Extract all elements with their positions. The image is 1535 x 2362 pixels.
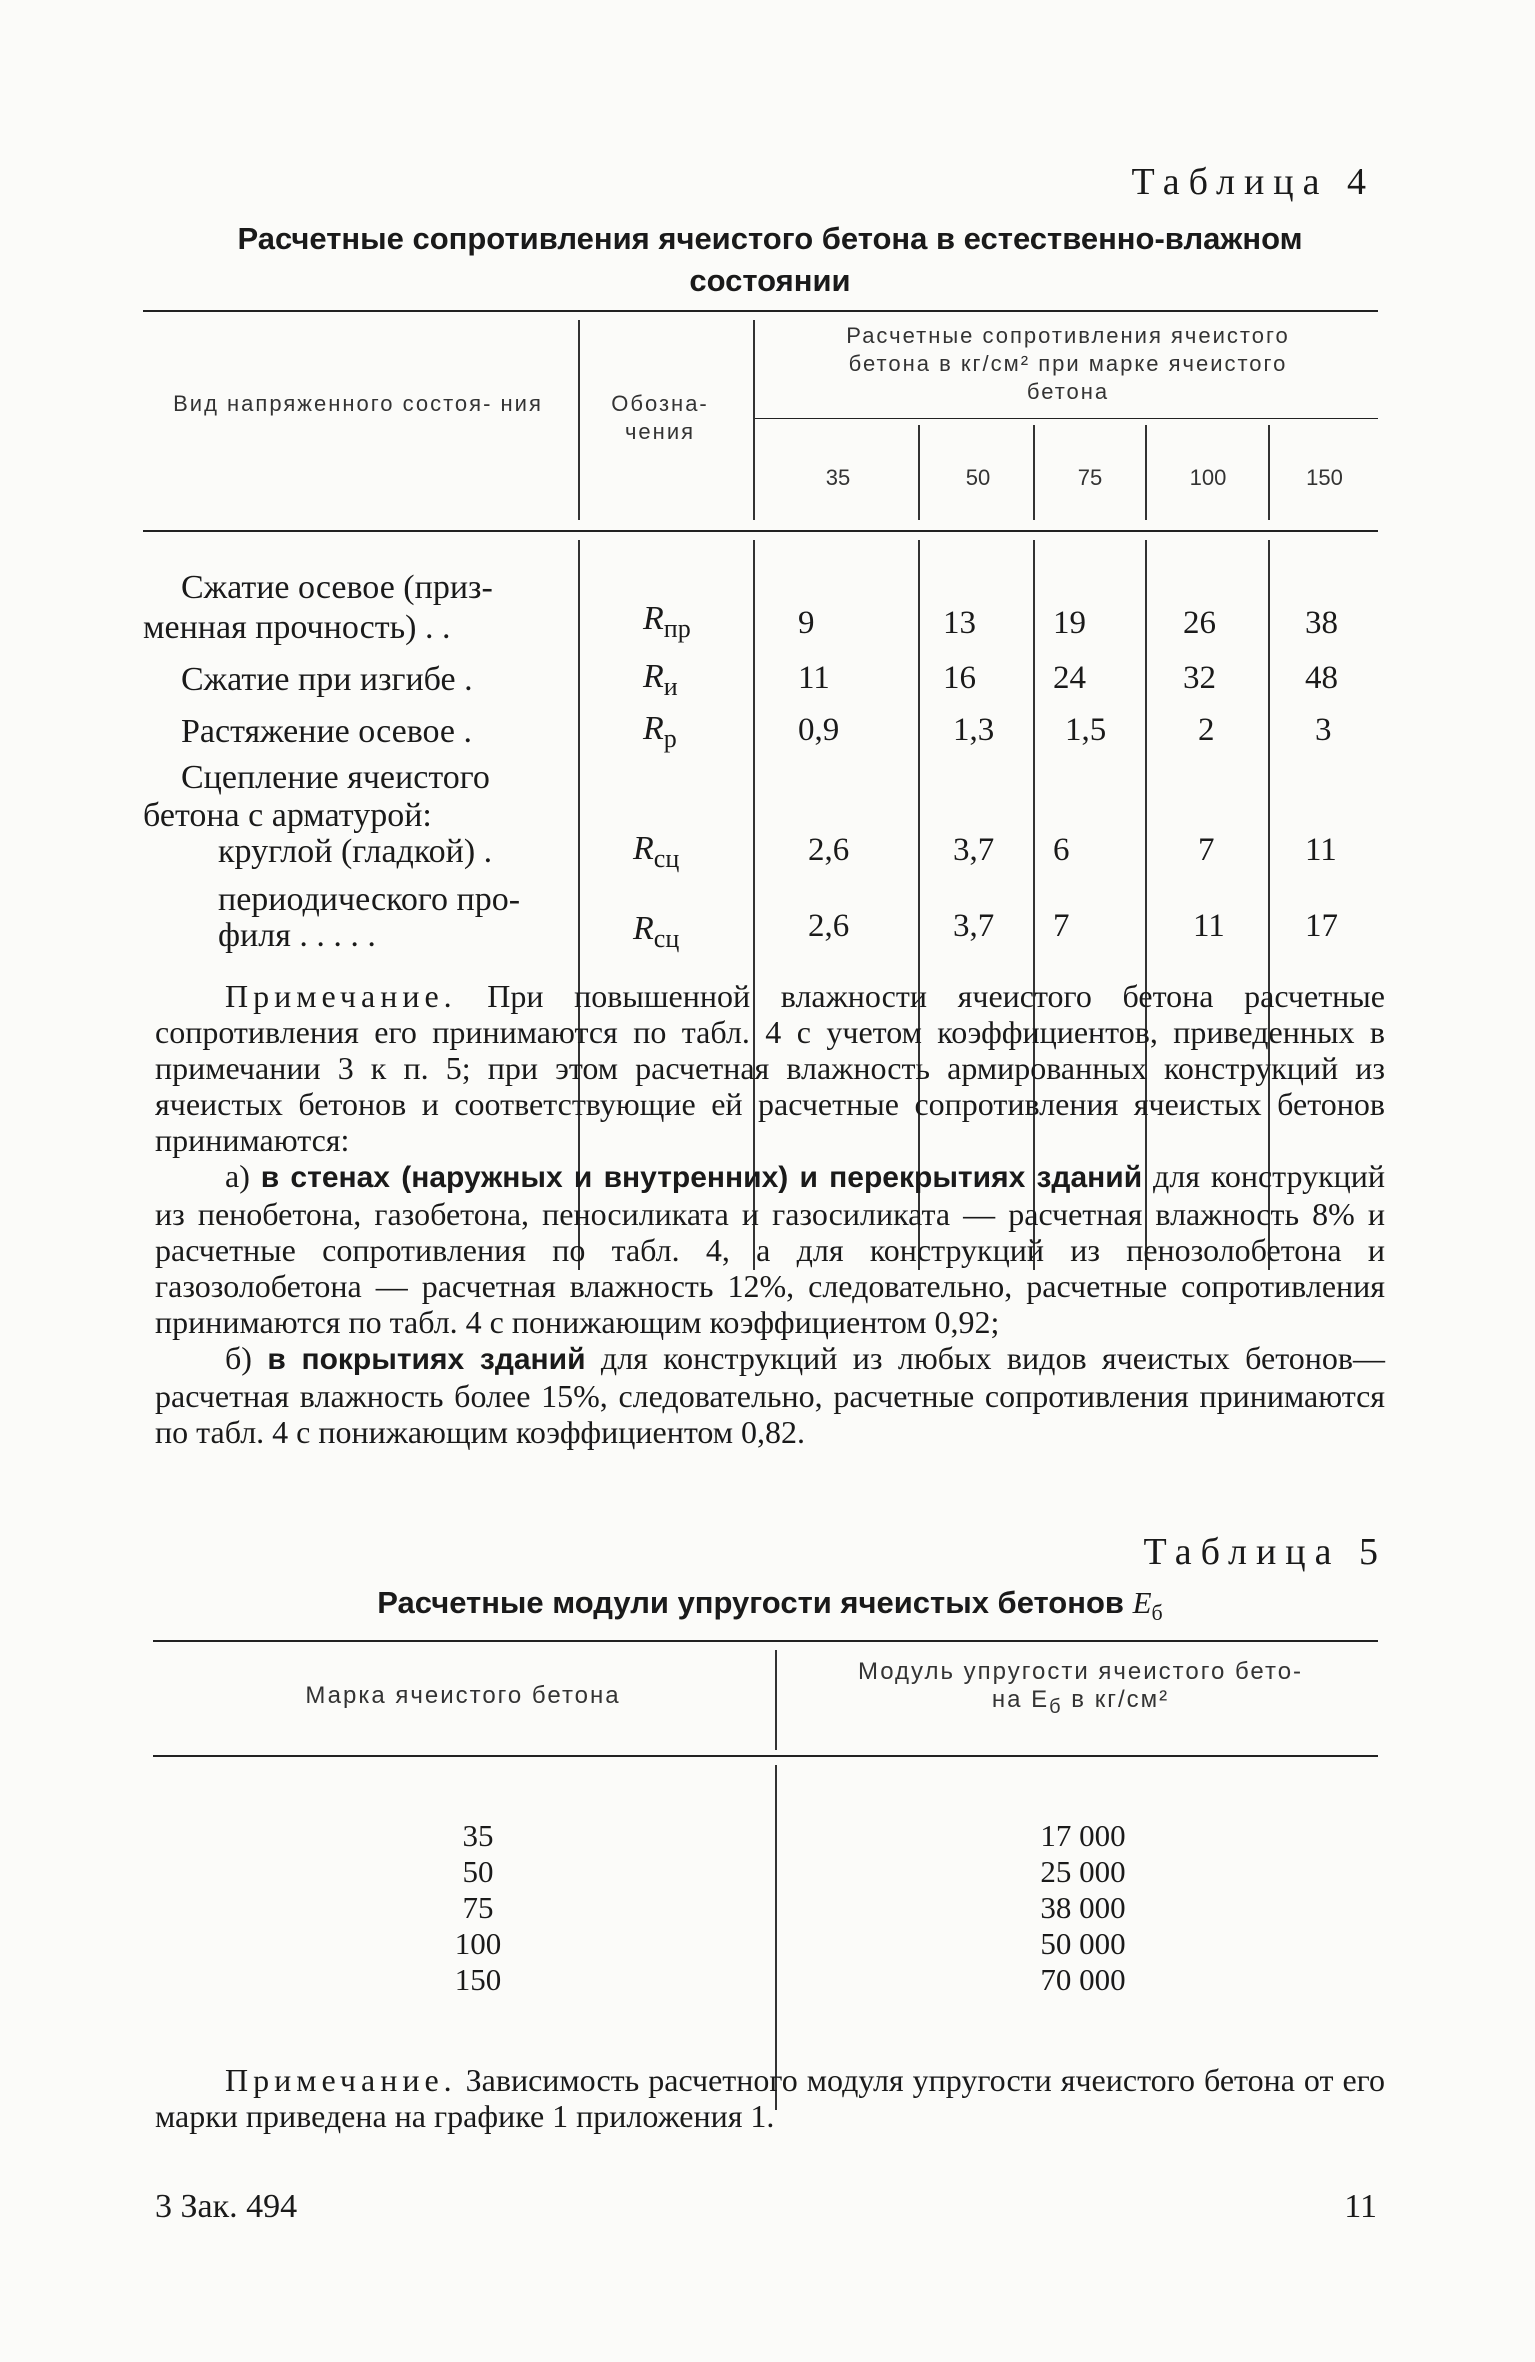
table5-vline xyxy=(775,1765,777,2110)
table4-cell: 7 xyxy=(1198,832,1215,868)
table5-caption-subscript: б xyxy=(1151,1600,1163,1626)
page-number: 11 xyxy=(1344,2188,1377,2225)
note-item-marker: б) xyxy=(225,1340,268,1376)
table5-caption-text: Расчетные модули упругости ячеистых бетонов xyxy=(377,1585,1124,1620)
table4-caption-line2: состоянии xyxy=(689,263,851,298)
table4-label: Таблица 4 xyxy=(1131,161,1375,203)
table4-cell: 11 xyxy=(1305,832,1337,868)
table4-row-label xyxy=(143,608,573,648)
table4-row-label: филя . . . . . xyxy=(218,917,376,954)
table5-header-modulus-symbol: на E xyxy=(991,1686,1050,1713)
note-item-marker: а) xyxy=(225,1158,261,1194)
table5-note xyxy=(155,2062,1385,2134)
note-text: Зависимость расчетного модуля упругости ячеистого бетона от его марки приведена на графике 1 приложения 1. xyxy=(155,2062,1385,2134)
table4-cell: 13 xyxy=(943,605,976,641)
table4-grade-header: 50 xyxy=(965,465,991,490)
table4-caption xyxy=(150,218,1390,302)
table5-header-modulus-unit: в кг/см² xyxy=(1062,1686,1170,1713)
table4-cell: 2,6 xyxy=(808,832,850,868)
table5-header-modulus-line1: Модуль упругости ячеистого бето- xyxy=(857,1658,1304,1685)
table4-grade-header: 100 xyxy=(1189,465,1227,490)
table4-cell: 48 xyxy=(1305,660,1338,696)
designation-symbol: R xyxy=(643,658,664,695)
table4-designation xyxy=(643,658,678,702)
table4-vline xyxy=(1145,425,1147,520)
table5-grade-column xyxy=(403,1818,553,1998)
table5-header-modulus-line2 xyxy=(783,1686,1378,1721)
note-paragraph xyxy=(155,2062,1385,2134)
table4-grade-header: 75 xyxy=(1077,465,1103,490)
designation-symbol: R xyxy=(643,710,664,747)
designation-symbol: R xyxy=(643,600,664,637)
designation-subscript: и xyxy=(663,671,678,701)
designation-symbol: R xyxy=(633,910,654,947)
table4-row-label-line: менная прочность) . . xyxy=(143,609,451,646)
table4-caption-line1: Расчетные сопротивления ячеистого бетона в естественно-влажном xyxy=(237,221,1303,256)
table5-caption xyxy=(150,1582,1390,1634)
table4-header-designation: Обозна- чения xyxy=(611,391,709,444)
note-lead: Примечание. xyxy=(225,2062,457,2098)
table4-designation xyxy=(643,710,677,754)
table4-header-group-line2: бетона в кг/см² при марке ячеистого xyxy=(848,351,1288,376)
designation-symbol: R xyxy=(633,830,654,867)
table4-cell: 11 xyxy=(1193,908,1225,944)
table4-header-stress-type: Вид напряженного состоя- ния xyxy=(173,391,543,416)
note-paragraph xyxy=(155,978,1385,1158)
table4-vline xyxy=(918,425,920,520)
table5-cell: 17 000 xyxy=(1040,1818,1126,1853)
table4-cell: 26 xyxy=(1183,605,1216,641)
table5-header-modulus-subscript: б xyxy=(1049,1695,1063,1718)
table4-row-label: Сцепление ячеистого xyxy=(181,759,490,796)
table5-cell: 50 xyxy=(462,1854,494,1889)
table4-header-rule xyxy=(143,530,1378,532)
table4-cell: 2 xyxy=(1198,712,1215,748)
table4-row-label: периодического про- xyxy=(218,881,521,918)
table4-cell: 0,9 xyxy=(798,712,840,748)
table4-cell: 3,7 xyxy=(953,908,995,944)
table5-header-rule xyxy=(153,1755,1378,1757)
table5-header-modulus xyxy=(783,1658,1378,1721)
table4-row-label xyxy=(181,568,576,608)
table4-header-group-line3: бетона xyxy=(1026,379,1110,404)
note-text: для конструкций из пенобетона, газобетона, пеносиликата и газосиликата — расчетная влажность 8% и расчетные сопротивления по табл. 4, а для конструкций из пенозолобетона и газозолобетона — расчетная влажность 12%, следовательно, расчетные сопротивления принимаются по табл. 4 с понижающим коэффициентом 0,92; xyxy=(155,1158,1386,1340)
table5-cell: 50 000 xyxy=(1040,1926,1126,1961)
table4-row-label: круглой (гладкой) . xyxy=(218,833,493,870)
table4-top-rule xyxy=(143,310,1378,312)
table5-vline xyxy=(775,1650,777,1750)
table4-vline xyxy=(753,320,755,520)
table4-cell: 19 xyxy=(1053,605,1086,641)
table4-vline xyxy=(1268,425,1270,520)
table4-header-group-line1: Расчетные сопротивления ячеистого xyxy=(846,323,1290,348)
table4-cell: 38 xyxy=(1305,605,1338,641)
table5-cell: 70 000 xyxy=(1040,1962,1126,1997)
table4-designation xyxy=(633,830,679,874)
table4-designation xyxy=(643,600,691,644)
note-lead: Примечание. xyxy=(225,978,457,1014)
table4-header-group xyxy=(758,322,1378,406)
table4-cell: 7 xyxy=(1053,908,1070,944)
footer-order-number: 3 Зак. 494 xyxy=(155,2188,298,2225)
note-emphasis: в стенах (наружных и внутренних) и перекрытиях зданий xyxy=(260,1161,1143,1194)
table5-cell: 75 xyxy=(462,1890,494,1925)
table4-cell: 6 xyxy=(1053,832,1070,868)
table4-cell: 32 xyxy=(1183,660,1216,696)
note-item-b xyxy=(155,1340,1385,1450)
table5-cell: 100 xyxy=(454,1926,502,1961)
designation-subscript: сц xyxy=(653,843,680,873)
table4-cell: 24 xyxy=(1053,660,1086,696)
table4-row-label: бетона с арматурой: xyxy=(143,797,432,834)
table5-top-rule xyxy=(153,1640,1378,1642)
table4-cell: 16 xyxy=(943,660,976,696)
table4-cell: 9 xyxy=(798,605,815,641)
table4-grade-header: 35 xyxy=(825,465,851,490)
table4-cell: 3 xyxy=(1315,712,1332,748)
table4-designation xyxy=(633,910,679,954)
note-text: При повышенной влажности ячеистого бетона расчетные сопротивления его принимаются по табл. 4 с учетом коэффициентов, приведенных в примечании 3 к п. 5; при этом расчетная влажность армированных конструкций из ячеистых бетонов и соответствующие ей расчетные сопротивления ячеистых бетонов принимаются: xyxy=(155,978,1385,1158)
table4-row-label-line: Сжатие осевое (приз- xyxy=(181,569,493,606)
table4-cell: 17 xyxy=(1305,908,1338,944)
table5-label: Таблица 5 xyxy=(1143,1531,1387,1573)
designation-subscript: пр xyxy=(663,613,691,643)
table4-cell: 1,3 xyxy=(953,712,995,748)
table4-cell: 3,7 xyxy=(953,832,995,868)
table4-row-label: Сжатие при изгибе . xyxy=(181,661,473,698)
table5-cell: 38 000 xyxy=(1040,1890,1126,1925)
note-emphasis: в покрытиях зданий xyxy=(267,1343,586,1376)
designation-subscript: сц xyxy=(653,923,680,953)
table5-header-grade: Марка ячеистого бетона xyxy=(305,1682,621,1709)
table5-cell: 35 xyxy=(462,1818,494,1853)
table4-note xyxy=(155,978,1385,1450)
table4-vline xyxy=(578,320,580,520)
note-item-a xyxy=(155,1158,1385,1340)
table5-cell: 25 000 xyxy=(1040,1854,1126,1889)
table4-group-rule xyxy=(753,418,1378,419)
table4-grade-header: 150 xyxy=(1306,465,1343,490)
table4-cell: 11 xyxy=(798,660,830,696)
table4-row-label: Растяжение осевое . xyxy=(181,713,473,750)
table4-cell: 2,6 xyxy=(808,908,850,944)
designation-subscript: р xyxy=(663,723,677,753)
table5-caption-symbol: E xyxy=(1132,1585,1152,1620)
table4-cell: 1,5 xyxy=(1065,712,1107,748)
table5-modulus-column xyxy=(993,1818,1173,1998)
note-text: для конструкций из любых видов ячеистых бетонов— расчетная влажность более 15%, следовательно, расчетные сопротивления принимаются по табл. 4 с понижающим коэффициентом 0,82. xyxy=(155,1340,1385,1450)
table5-cell: 150 xyxy=(454,1962,502,1997)
